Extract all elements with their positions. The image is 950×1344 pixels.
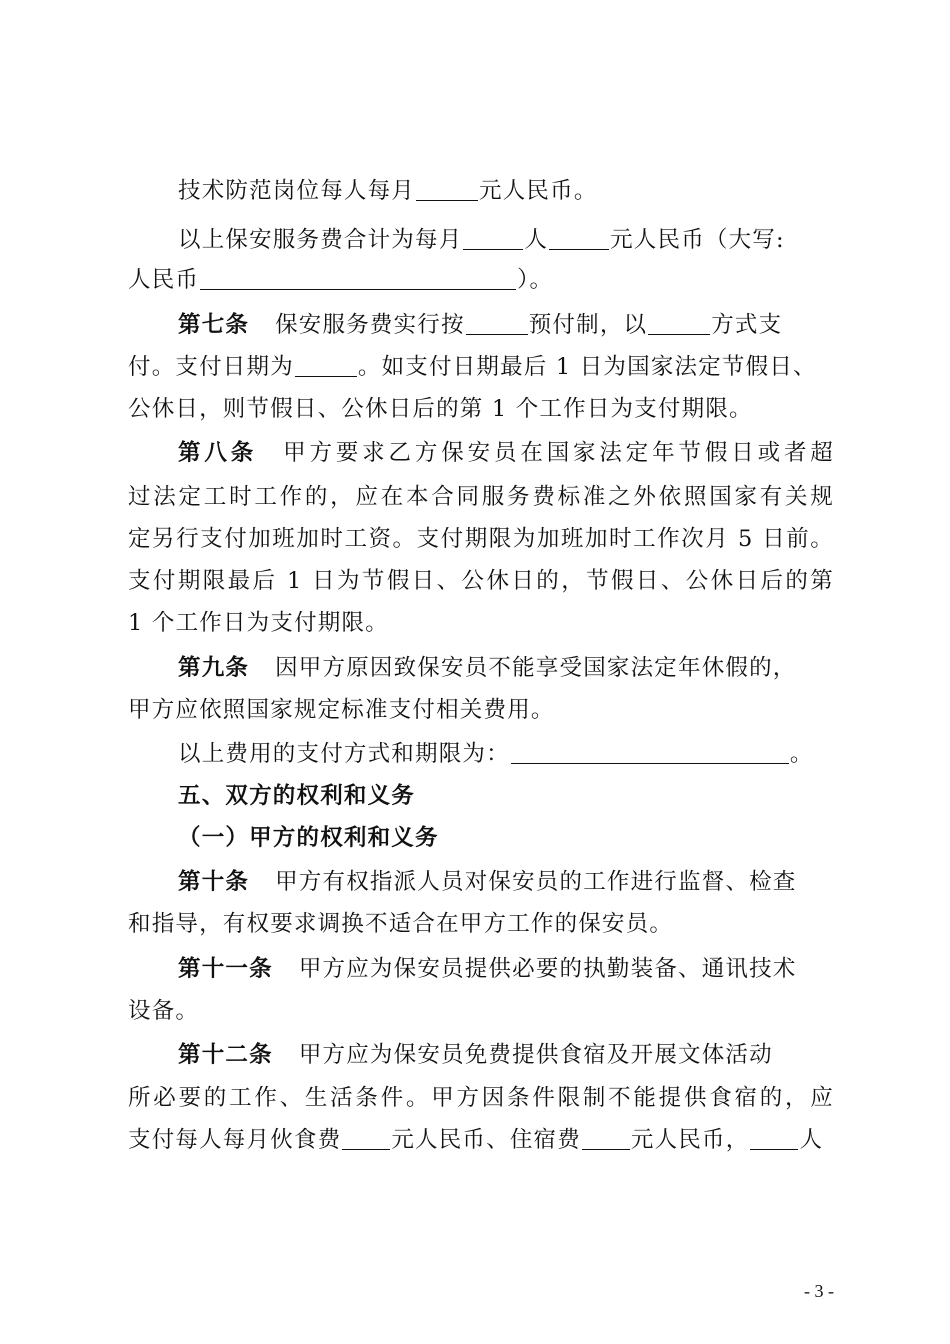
article-title: 第十条 [178, 869, 250, 895]
blank-field [511, 741, 789, 764]
text: ）。 [517, 267, 554, 293]
blank-field [549, 227, 609, 250]
article-9 [178, 653, 834, 683]
blank-field [466, 312, 528, 335]
blank-field [342, 1127, 390, 1150]
subsection-heading: （一）甲方的权利和义务 [178, 825, 439, 851]
text: 人民币 [128, 267, 200, 293]
article-title: 第八条 [178, 440, 258, 466]
page-number: - 3 - [804, 1281, 834, 1301]
article-11 [178, 954, 834, 984]
text: 技术防范岗位每人每月 [178, 178, 416, 204]
text-line: 甲方应依照国家规定标准支付相关费用。 [128, 697, 555, 723]
text-line: 定另行支付加班加时工资。支付期限为加班加时工作次月 5 日前。 [128, 526, 834, 552]
text-line: 公休日，则节假日、公休日后的第 1 个工作日为支付期限。 [128, 396, 753, 422]
article-7 [178, 310, 834, 340]
text: 元人民币、住宿费 [391, 1127, 581, 1153]
text-line: 所必要的工作、生活条件。甲方因条件限制不能提供食宿的，应 [128, 1085, 834, 1111]
text: 保安服务费实行按 [275, 312, 465, 338]
article-title: 第十二条 [178, 1042, 273, 1068]
article-title: 第十一条 [178, 956, 273, 982]
text: 元人民币。 [479, 178, 598, 204]
text: 甲方应为保安员提供必要的执勤装备、通讯技术 [298, 956, 797, 982]
text: 人 [524, 227, 549, 253]
text: 。如支付日期最后 1 日为国家法定节假日、 [357, 354, 817, 380]
text: 甲方要求乙方保安员在国家法定年节假日或者超 [283, 440, 835, 466]
text: 甲方有权指派人员对保安员的工作进行监督、检查 [275, 869, 797, 895]
text: 以上保安服务费合计为每月 [178, 227, 463, 253]
text: 付。支付日期为 [128, 354, 294, 380]
blank-field [416, 178, 478, 201]
text: 甲方应为保安员免费提供食宿及开展文体活动 [298, 1042, 773, 1068]
text: 方式支 [711, 312, 783, 338]
text: 支付每人每月伙食费 [128, 1127, 342, 1153]
section-heading: 五、双方的权利和义务 [178, 783, 416, 809]
text-line: 过法定工时工作的，应在本合同服务费标准之外依照国家有关规 [128, 484, 834, 510]
text: 元人民币（大写: [610, 227, 785, 253]
article-8 [178, 438, 834, 468]
text-line [178, 225, 834, 255]
text: 以上费用的支付方式和期限为： [178, 741, 510, 767]
blank-field [295, 354, 357, 377]
article-title: 第九条 [178, 655, 250, 681]
text-line [178, 176, 834, 206]
blank-field [463, 227, 523, 250]
text: 人 [799, 1127, 824, 1153]
text-line: 支付期限最后 1 日为节假日、公休日的，节假日、公休日后的第 [128, 568, 834, 594]
article-12 [178, 1040, 834, 1070]
text-line [128, 1125, 834, 1155]
blank-field [200, 267, 516, 290]
text-line: 设备。 [128, 998, 200, 1024]
text: 预付制，以 [528, 312, 648, 338]
text-line [128, 352, 834, 382]
text: 元人民币， [630, 1127, 750, 1153]
article-title: 第七条 [178, 312, 250, 338]
blank-field [648, 312, 710, 335]
text: 。 [789, 741, 814, 767]
blank-field [750, 1127, 798, 1150]
text-line [128, 265, 834, 295]
text-line: 1 个工作日为支付期限。 [128, 610, 389, 636]
text: 因甲方原因致保安员不能享受国家法定年休假的， [275, 655, 797, 681]
blank-field [582, 1127, 630, 1150]
text-line: 和指导，有权要求调换不适合在甲方工作的保安员。 [128, 911, 674, 937]
article-10 [178, 867, 834, 897]
text-line [178, 739, 834, 769]
